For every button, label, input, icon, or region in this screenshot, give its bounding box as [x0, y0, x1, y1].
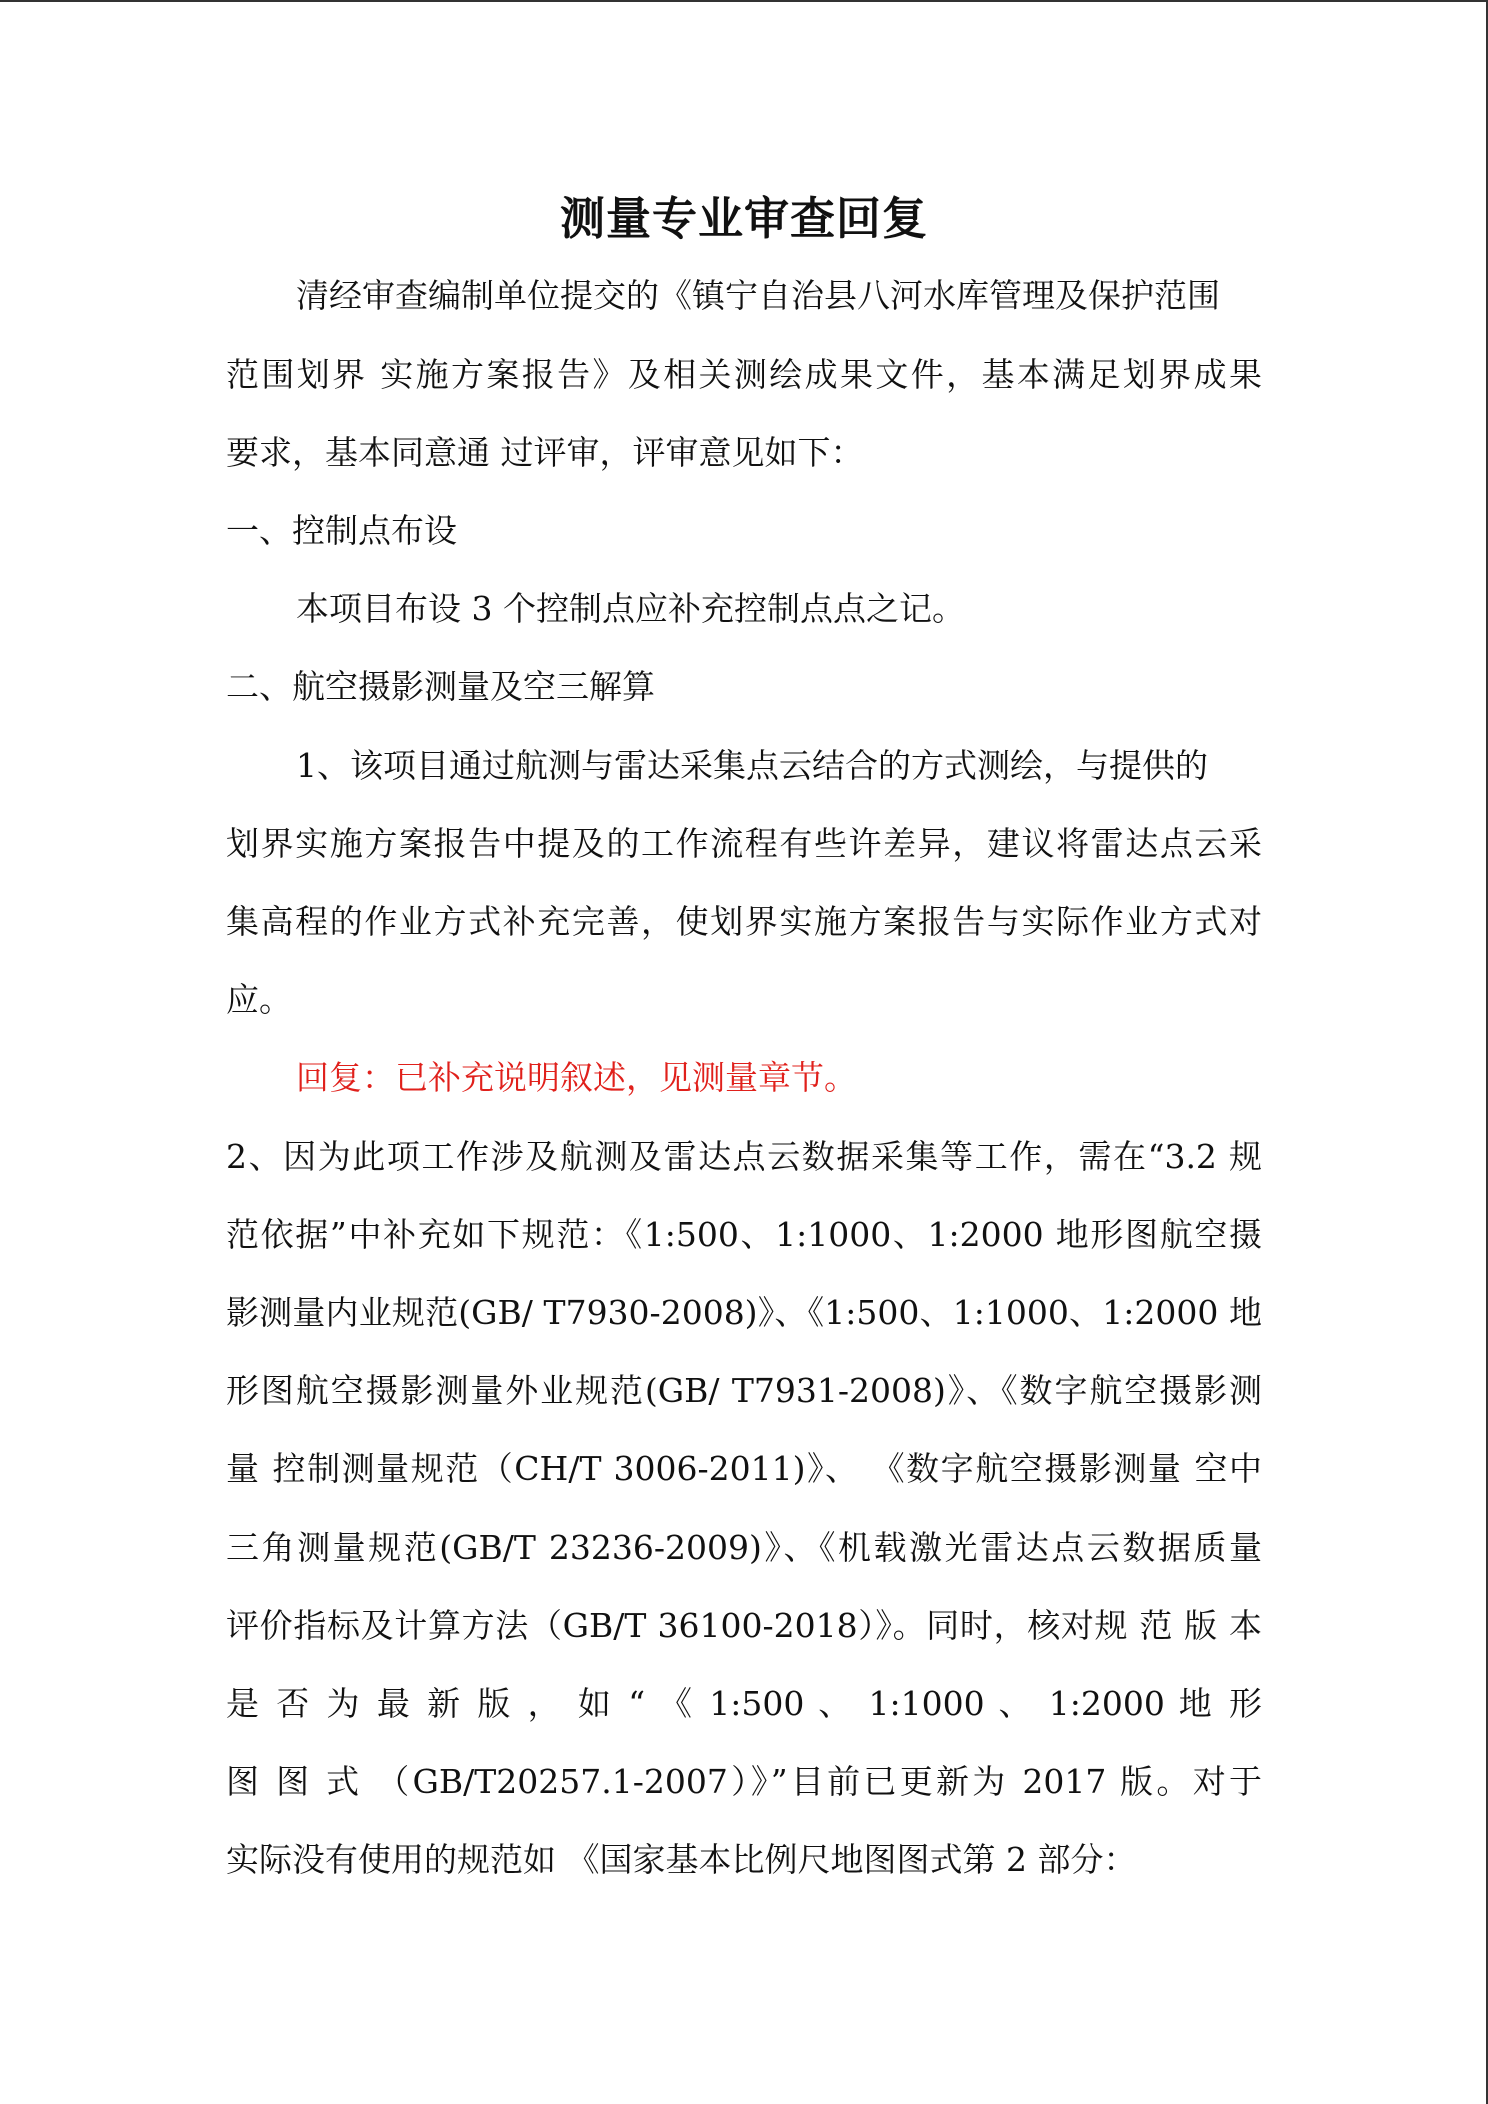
page-border-top	[0, 0, 1488, 2]
reply-text: 回复：已补充说明叙述，见测量章节。	[296, 1058, 857, 1097]
paragraph-control-points: 本项目布设 3 个控制点应补充控制点点之记。	[296, 589, 965, 628]
item-2-line-3: 影测量内业规范(GB/ T7930-2008)》、《1:500、1:1000、1:2000 地	[226, 1293, 1262, 1332]
section-heading-control-points: 一、控制点布设	[226, 511, 457, 550]
item-2-line-9: 图 图 式 （GB/T20257.1-2007）》”目前已更新为 2017 版。对于	[226, 1762, 1262, 1801]
item-2-line-1: 2、因为此项工作涉及航测及雷达点云数据采集等工作，需在“3.2 规	[226, 1137, 1262, 1176]
item-2-line-6: 三角测量规范(GB/T 23236-2009)》、《机载激光雷达点云数据质量	[226, 1528, 1262, 1567]
item-2-line-5: 量 控制测量规范（CH/T 3006-2011)》、 《数字航空摄影测量 空中	[226, 1449, 1262, 1488]
item-2-line-8: 是 否 为 最 新 版 ， 如 “ 《 1:500 、 1:1000 、 1:2000 地 形	[226, 1684, 1262, 1723]
paragraph-intro-line-3: 要求，基本同意通 过评审，评审意见如下：	[226, 433, 864, 472]
item-2-line-2: 范依据”中补充如下规范：《1:500、1:1000、1:2000 地形图航空摄	[226, 1215, 1262, 1254]
item-2-line-7: 评价指标及计算方法（GB/T 36100-2018）》。同时，核对规 范 版 本	[226, 1606, 1262, 1645]
item-1-line-3: 集高程的作业方式补充完善，使划界实施方案报告与实际作业方式对	[226, 902, 1262, 941]
section-heading-aerial-survey: 二、航空摄影测量及空三解算	[226, 667, 655, 706]
item-1-line-2: 划界实施方案报告中提及的工作流程有些许差异，建议将雷达点云采	[226, 824, 1262, 863]
document-title: 测量专业审查回复	[559, 192, 928, 245]
paragraph-intro-line-2: 范围划界 实施方案报告》及相关测绘成果文件，基本满足划界成果	[226, 355, 1262, 394]
item-2-line-4: 形图航空摄影测量外业规范(GB/ T7931-2008)》、《数字航空摄影测	[226, 1371, 1262, 1410]
item-2-line-10: 实际没有使用的规范如 《国家基本比例尺地图图式第 2 部分：	[226, 1840, 1137, 1879]
item-1-line-4: 应。	[226, 980, 292, 1019]
paragraph-intro-line-1: 清经审查编制单位提交的《镇宁自治县八河水库管理及保护范围	[296, 276, 1220, 315]
item-1-line-1: 1、该项目通过航测与雷达采集点云结合的方式测绘，与提供的	[296, 746, 1208, 785]
